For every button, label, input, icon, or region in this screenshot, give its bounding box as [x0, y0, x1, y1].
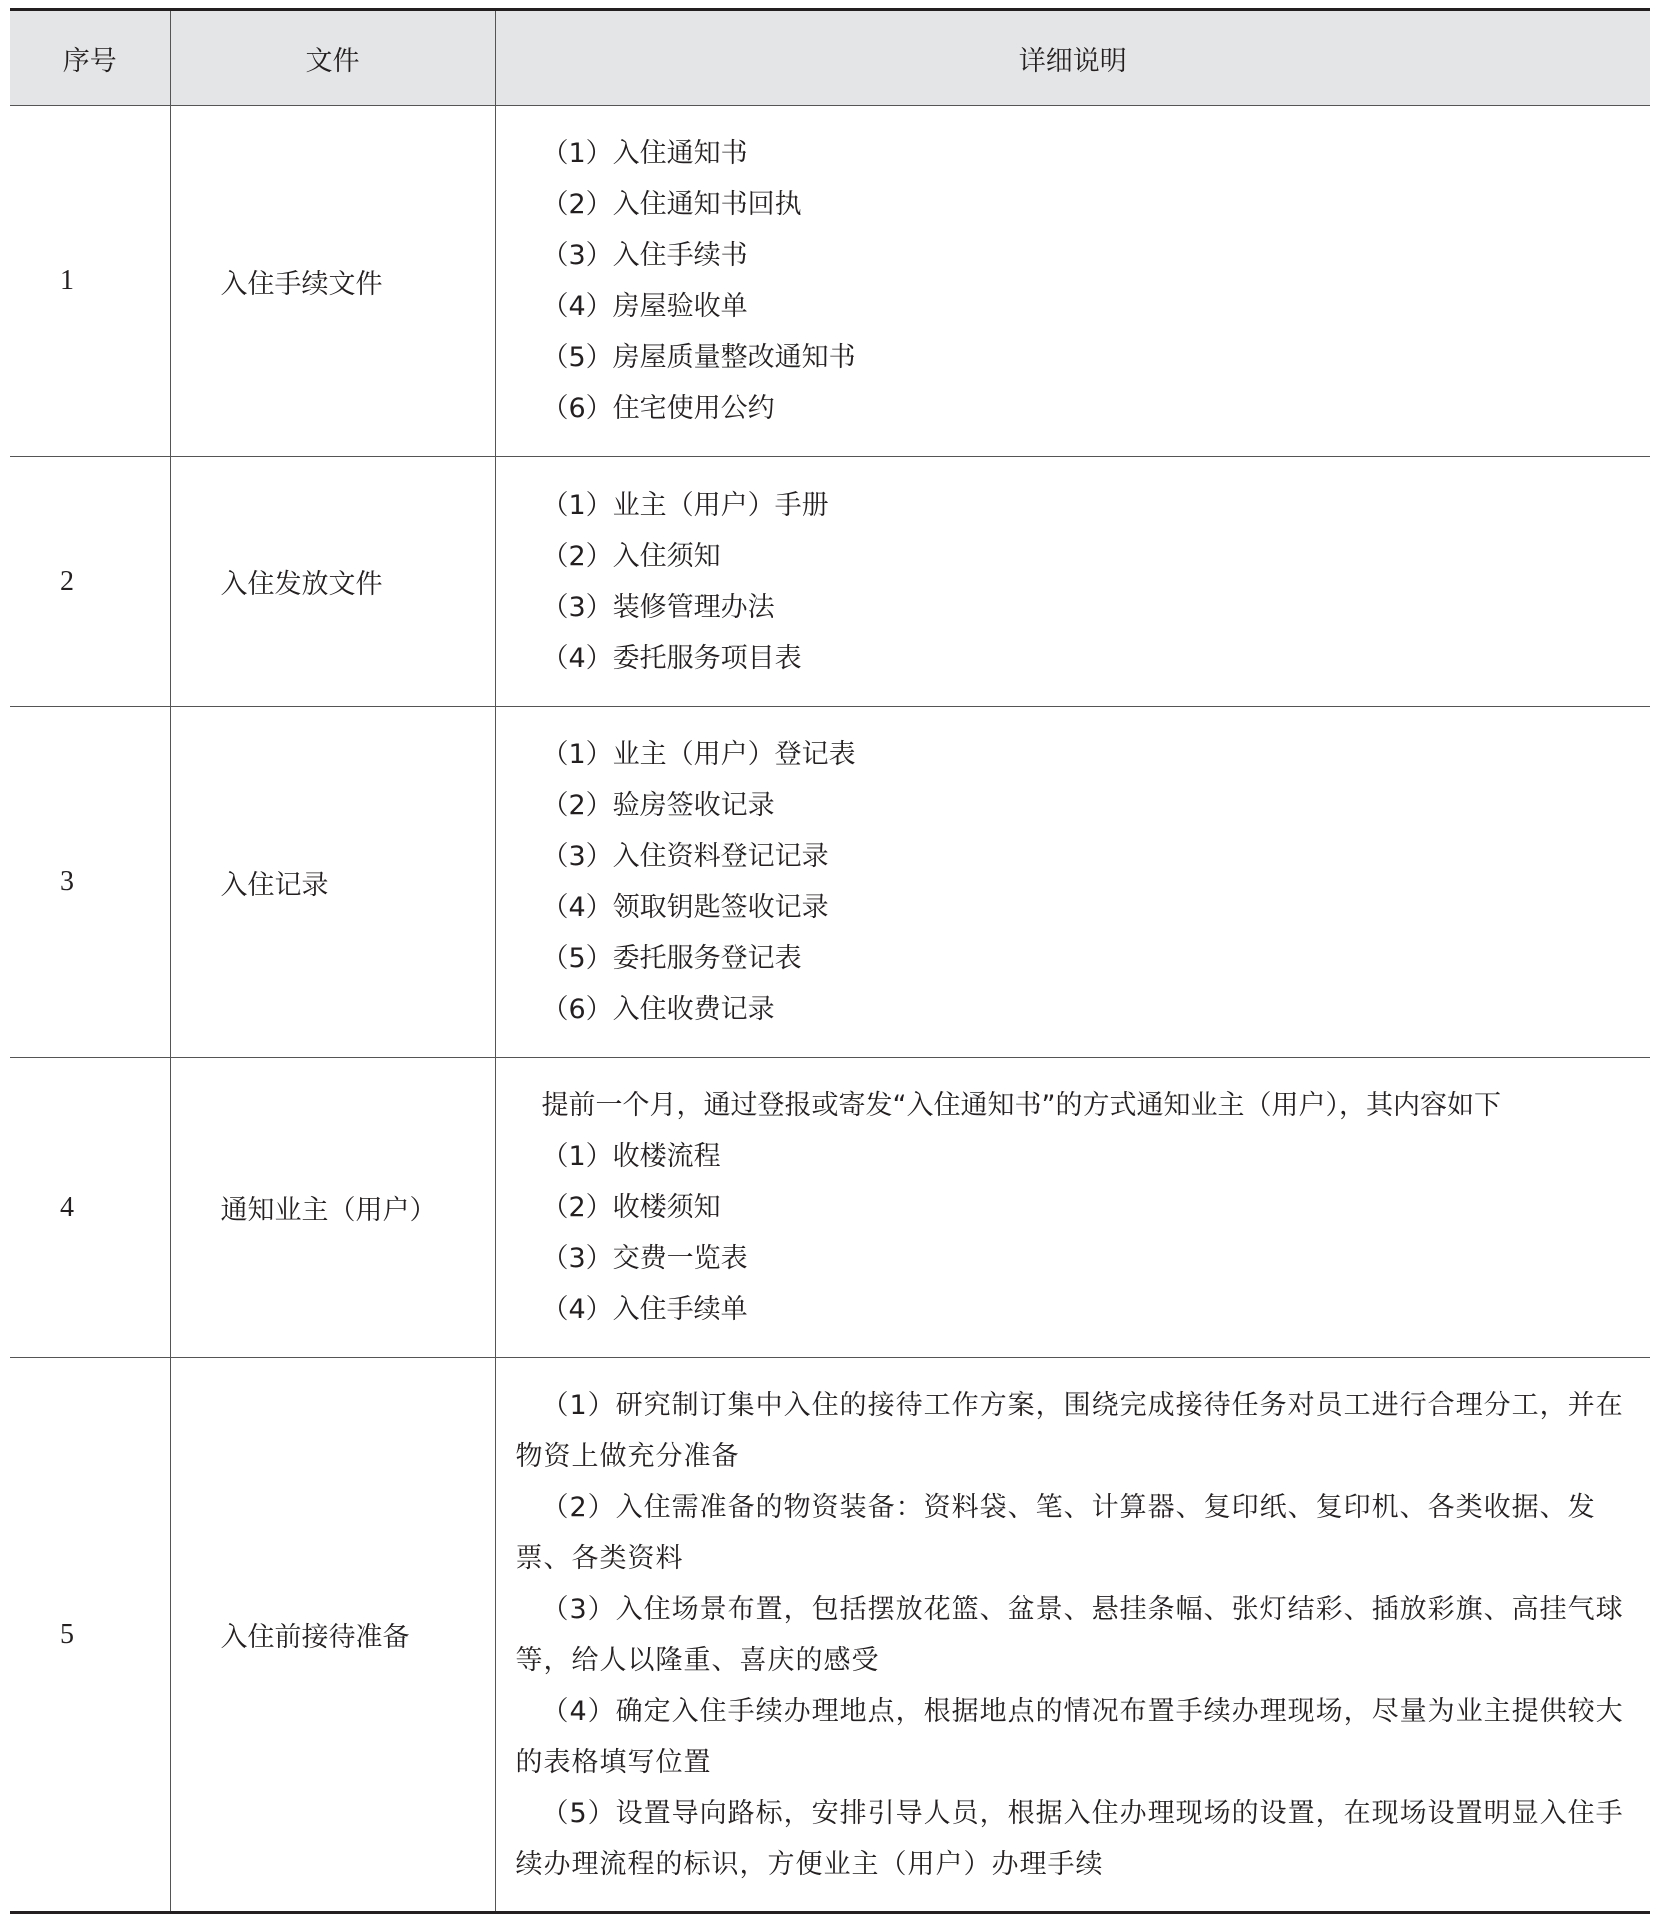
row-file: 入住记录 — [170, 707, 495, 1058]
table-header-row — [10, 10, 1650, 106]
detail-item: （5）房屋质量整改通知书 — [541, 342, 856, 373]
row-detail — [495, 1058, 1650, 1358]
detail-item: （6）住宅使用公约 — [541, 393, 775, 424]
detail-item: （2）收楼须知 — [541, 1192, 721, 1223]
detail-paragraph: （2）入住需准备的物资装备：资料袋、笔、计算器、复印纸、复印机、各类收据、发票、各类资料 — [515, 1491, 1596, 1574]
row-number: 5 — [10, 1358, 170, 1913]
detail-item: （5）委托服务登记表 — [541, 943, 802, 974]
header-detail: 详细说明 — [495, 10, 1650, 106]
detail-paragraph: （3）入住场景布置，包括摆放花篮、盆景、悬挂条幅、张灯结彩、插放彩旗、高挂气球等，给人以隆重、喜庆的感受 — [515, 1593, 1624, 1676]
header-file: 文件 — [170, 10, 495, 106]
detail-item: （3）入住手续书 — [541, 240, 748, 271]
detail-item: （4）委托服务项目表 — [541, 642, 802, 674]
detail-item: （6）入住收费记录 — [541, 994, 775, 1025]
table-row — [10, 1058, 1650, 1358]
detail-item: （3）交费一览表 — [541, 1243, 748, 1274]
row-detail — [495, 1358, 1650, 1913]
row-file: 入住前接待准备 — [170, 1358, 495, 1913]
detail-item: （2）入住须知 — [541, 540, 721, 572]
row-detail — [495, 106, 1650, 457]
row-number: 1 — [10, 106, 170, 457]
header-no: 序号 — [10, 10, 170, 106]
row-file: 入住手续文件 — [170, 106, 495, 457]
table-row — [10, 106, 1650, 457]
row-number: 4 — [10, 1058, 170, 1358]
move-in-documents-table — [10, 8, 1650, 1914]
row-number: 2 — [10, 457, 170, 707]
row-number: 3 — [10, 707, 170, 1058]
detail-intro: 提前一个月，通过登报或寄发“入住通知书”的方式通知业主（用户），其内容如下 — [541, 1090, 1501, 1121]
detail-item: （1）收楼流程 — [541, 1141, 721, 1172]
detail-item: （2）入住通知书回执 — [541, 189, 802, 220]
table-row — [10, 457, 1650, 707]
detail-paragraph: （4）确定入住手续办理地点，根据地点的情况布置手续办理现场，尽量为业主提供较大的表格填写位置 — [515, 1695, 1624, 1778]
row-detail — [495, 707, 1650, 1058]
detail-paragraph: （5）设置导向路标，安排引导人员，根据入住办理现场的设置，在现场设置明显入住手续办理流程的标识，方便业主（用户）办理手续 — [515, 1797, 1624, 1880]
detail-item: （4）领取钥匙签收记录 — [541, 892, 829, 923]
table-row — [10, 707, 1650, 1058]
detail-item: （4）入住手续单 — [541, 1294, 748, 1325]
detail-item: （1）业主（用户）登记表 — [541, 739, 856, 770]
row-detail — [495, 457, 1650, 707]
detail-item: （2）验房签收记录 — [541, 790, 775, 821]
detail-item: （1）入住通知书 — [541, 138, 748, 169]
row-file: 入住发放文件 — [170, 457, 495, 707]
row-file: 通知业主（用户） — [170, 1058, 495, 1358]
detail-item: （3）入住资料登记记录 — [541, 841, 829, 872]
table-row — [10, 1358, 1650, 1913]
detail-item: （1）业主（用户）手册 — [541, 489, 829, 521]
detail-paragraph: （1）研究制订集中入住的接待工作方案，围绕完成接待任务对员工进行合理分工，并在物资上做充分准备 — [515, 1389, 1624, 1472]
detail-item: （4）房屋验收单 — [541, 291, 748, 322]
detail-item: （3）装修管理办法 — [541, 591, 775, 623]
